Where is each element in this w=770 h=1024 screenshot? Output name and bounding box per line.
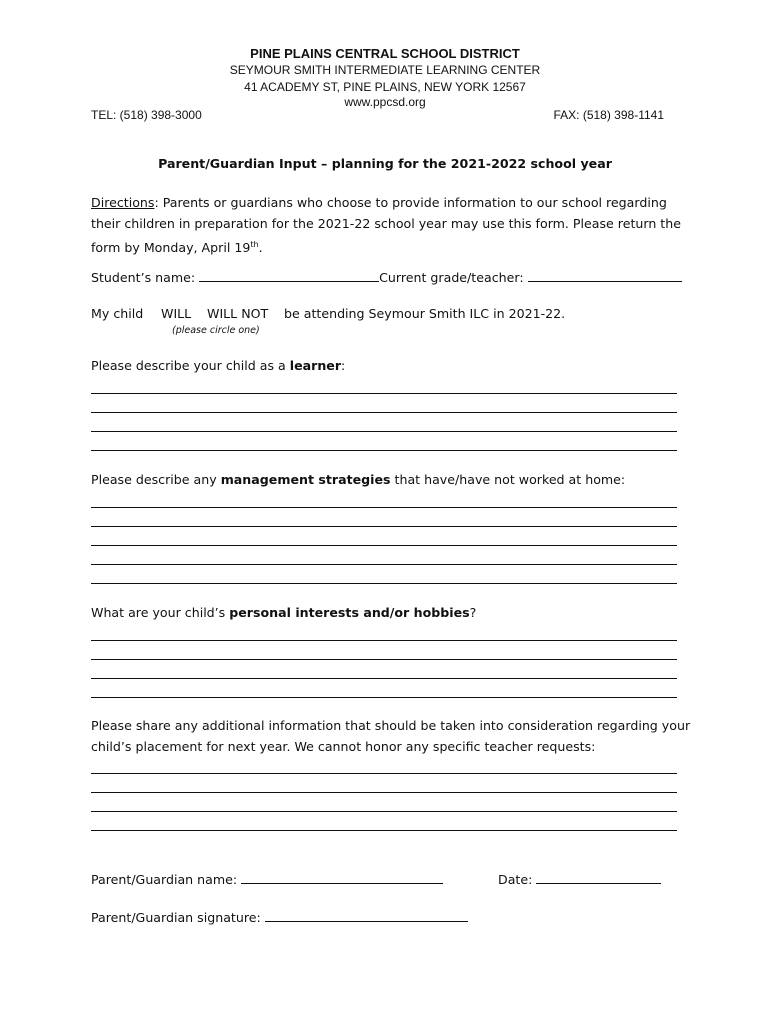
parent-name-field[interactable] xyxy=(241,870,443,884)
directions-label: Directions xyxy=(91,195,155,210)
question-interests xyxy=(91,605,476,620)
q1-bold: learner xyxy=(289,358,342,373)
school-name: SEYMOUR SMITH INTERMEDIATE LEARNING CENTER xyxy=(229,63,541,77)
student-name-field[interactable] xyxy=(199,268,379,282)
q1-end: : xyxy=(341,358,346,373)
q2-text: Please describe any xyxy=(91,472,221,487)
signature-row xyxy=(91,908,468,925)
school-address: 41 ACADEMY ST, PINE PLAINS, NEW YORK 12567 xyxy=(244,80,526,94)
directions-text: : Parents or guardians who choose to provide information to our school regarding their children in preparation for the 2021-22 school year may use this form. Please return the form by Monday, April 19 xyxy=(91,195,681,256)
q1-text: Please describe your child as a xyxy=(91,358,290,373)
directions-superscript: th xyxy=(250,240,259,249)
answer-line[interactable] xyxy=(91,678,677,679)
answer-line[interactable] xyxy=(91,583,677,584)
circle-hint: (please circle one) xyxy=(172,325,260,336)
grade-label: Current grade/teacher: xyxy=(379,270,524,285)
answer-line[interactable] xyxy=(91,792,677,793)
attending-text: be attending Seymour Smith ILC in 2021-22. xyxy=(284,306,566,321)
question-learner xyxy=(91,358,345,373)
q3-end: ? xyxy=(469,605,477,620)
answer-line[interactable] xyxy=(91,507,677,508)
q2-end: that have/have not worked at home: xyxy=(390,472,626,487)
student-row xyxy=(91,268,682,285)
q3-bold: personal interests and/or hobbies xyxy=(229,605,470,620)
directions xyxy=(91,192,681,258)
q2-bold: management strategies xyxy=(220,472,391,487)
answer-line[interactable] xyxy=(91,526,677,527)
question-additional-line1: Please share any additional information that should be taken into consideration regarding your xyxy=(91,718,691,733)
signature-field[interactable] xyxy=(265,908,468,922)
question-management xyxy=(91,472,625,487)
date-row xyxy=(498,870,661,887)
will-option[interactable]: WILL xyxy=(161,306,192,321)
date-field[interactable] xyxy=(536,870,661,884)
directions-end: . xyxy=(258,240,263,256)
student-name-label: Student’s name: xyxy=(91,270,196,285)
answer-line[interactable] xyxy=(91,773,677,774)
answer-line[interactable] xyxy=(91,412,677,413)
form-title: Parent/Guardian Input – planning for the 2021-2022 school year xyxy=(158,156,612,171)
answer-line[interactable] xyxy=(91,640,677,641)
question-additional-line2: child’s placement for next year. We cannot honor any specific teacher requests: xyxy=(91,739,596,754)
date-label: Date: xyxy=(498,872,533,887)
answer-line[interactable] xyxy=(91,450,677,451)
my-child-label: My child xyxy=(91,306,144,321)
q3-text: What are your child’s xyxy=(91,605,230,620)
telephone: TEL: (518) 398-3000 xyxy=(91,108,202,122)
answer-line[interactable] xyxy=(91,431,677,432)
parent-name-label: Parent/Guardian name: xyxy=(91,872,238,887)
fax: FAX: (518) 398-1141 xyxy=(553,108,664,122)
grade-teacher-field[interactable] xyxy=(528,268,682,282)
will-not-option[interactable]: WILL NOT xyxy=(207,306,269,321)
answer-line[interactable] xyxy=(91,545,677,546)
district-name: PINE PLAINS CENTRAL SCHOOL DISTRICT xyxy=(250,46,520,61)
answer-line[interactable] xyxy=(91,697,677,698)
answer-line[interactable] xyxy=(91,393,677,394)
answer-line[interactable] xyxy=(91,659,677,660)
school-website: www.ppcsd.org xyxy=(344,95,426,109)
signature-label: Parent/Guardian signature: xyxy=(91,910,261,925)
parent-name-row xyxy=(91,870,443,887)
answer-line[interactable] xyxy=(91,830,677,831)
answer-line[interactable] xyxy=(91,811,677,812)
answer-line[interactable] xyxy=(91,564,677,565)
